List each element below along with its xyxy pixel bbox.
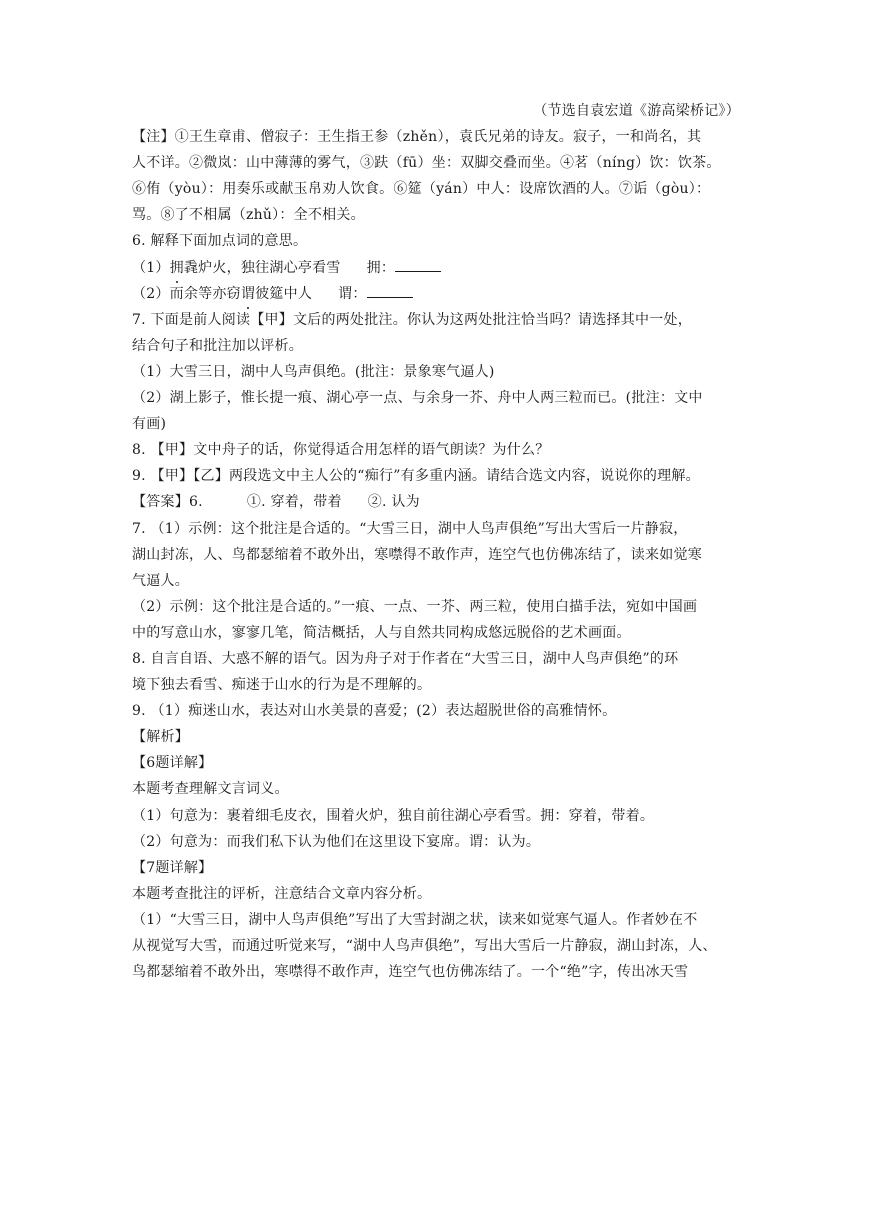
source-citation: （节选自袁宏道《游高梁桥记》） (533, 103, 740, 119)
question-7-line: 结合句子和批注加以评析。 (132, 337, 303, 354)
emphasized-word: 谓 (241, 281, 255, 307)
question-9: 9. 【甲】【乙】两段选文中主人公的“痴行”有多重内涵。请结合选文内容，说说你的理解。 (132, 468, 700, 485)
answer-9: 9. （1）痴迷山水，表达对山水美景的喜爱；(2）表达超脱世俗的高雅情怀。 (132, 703, 617, 720)
detail-6-intro: 本题考查理解文言词义。 (132, 781, 289, 798)
document-page (132, 98, 740, 985)
note-line: ⑥侑（yòu）：用奏乐或献玉帛劝人饮食。⑥筵（yán）中人：设席饮酒的人。⑦诟（gòu）： (132, 181, 711, 198)
detail-7-intro: 本题考查批注的评析，注意结合文章内容分析。 (132, 885, 432, 902)
item-prefix: （2）而余等亦窃 (132, 285, 241, 302)
question-6-item-2 (132, 281, 740, 307)
answer-7-line: 湖山封冻，人、鸟都瑟缩着不敢外出，寒噤得不敢作声，连空气也仿佛冻结了，读来如觉寒 (132, 546, 702, 563)
item-text: 彼筵中人 (255, 285, 313, 302)
answer-6 (132, 489, 740, 515)
detail-6-label: 【6题详解】 (132, 755, 213, 772)
question-7-line: 7. 下面是前人阅读【甲】文后的两处批注。你认为这两处批注恰当吗？请选择其中一处， (132, 311, 693, 328)
answer-label: 【答案】6. (132, 494, 203, 511)
note-line: 骂。⑧了不相属（zhǔ）：全不相关。 (132, 207, 365, 224)
question-7-item-1: （1）大雪三日，湖中人鸟声俱绝。(批注：景象寒气逼人) (132, 363, 495, 380)
question-7-item-2: （2）湖上影子，惟长提一痕、湖心亭一点、与余身一芥、舟中人两三粒而已。(批注：文中 (132, 390, 703, 407)
detail-7-line: （1）“大雪三日，湖中人鸟声俱绝”写出了大雪封湖之状，读来如觉寒气逼人。作者妙在不 (132, 911, 698, 928)
answer-7-line: 中的写意山水，寥寥几笔，简洁概括，人与自然共同构成悠远脱俗的艺术画面。 (132, 624, 631, 641)
answer-7-line: （2）示例：这个批注是合适的。”一痕、一点、一芥、两三粒，使用白描手法，宛如中国画 (132, 598, 698, 615)
note-line: 人不详。②微岚：山中薄薄的雾气，③趺（fū）坐：双脚交叠而坐。④茗（níng）饮：饮茶。 (132, 155, 721, 172)
answer-blank (395, 257, 441, 272)
detail-6-item: （2）句意为：而我们私下认为他们在这里设下宴席。谓：认为。 (132, 833, 541, 850)
detail-6-item: （1）句意为：裹着细毛皮衣，围着火炉，独自前往湖心亭看雪。拥：穿着，带着。 (132, 807, 655, 824)
answer-7-line: 7. （1）示例：这个批注是合适的。“大雪三日，湖中人鸟声俱绝”写出大雪后一片静寂， (132, 520, 688, 537)
answer-6-1: ①. 穿着，带着 (246, 494, 342, 511)
item-prefix: （1） (132, 259, 170, 276)
note-line: 【注】①王生章甫、僧寂子：王生指王参（zhěn），袁氏兄弟的诗友。寂子，一和尚名，其 (132, 129, 702, 146)
question-6-title: 6. 解释下面加点词的意思。 (132, 233, 308, 250)
answer-label: 谓： (338, 285, 367, 302)
answer-blank (367, 283, 413, 298)
detail-7-label: 【7题详解】 (132, 859, 213, 876)
answer-8-line: 8. 自言自语、大惑不解的语气。因为舟子对于作者在“大雪三日，湖中人鸟声俱绝”的环 (132, 650, 679, 667)
question-6-item-1 (132, 255, 740, 281)
analysis-label: 【解析】 (132, 729, 189, 746)
answer-6-2: ②. 认为 (367, 494, 420, 511)
answer-8-line: 境下独去看雪、痴迷于山水的行为是不理解的。 (132, 677, 432, 694)
answer-label: 拥： (366, 259, 396, 276)
item-text: 毳炉火，独往湖心亭看雪 (183, 259, 341, 276)
emphasized-word: 拥 (170, 255, 184, 281)
question-8: 8. 【甲】文中舟子的话，你觉得适合用怎样的语气朗读？为什么？ (132, 442, 550, 459)
detail-7-line: 从视觉写大雪，而通过听觉来写，“湖中人鸟声俱绝”，写出大雪后一片静寂，湖山封冻，人、 (132, 938, 717, 954)
answer-7-line: 气逼人。 (132, 572, 189, 589)
detail-7-line: 鸟都瑟缩着不敢外出，寒噤得不敢作声，连空气也仿佛冻结了。一个“绝”字，传出冰天雪 (132, 964, 689, 981)
question-7-item-2: 有画) (132, 416, 167, 433)
